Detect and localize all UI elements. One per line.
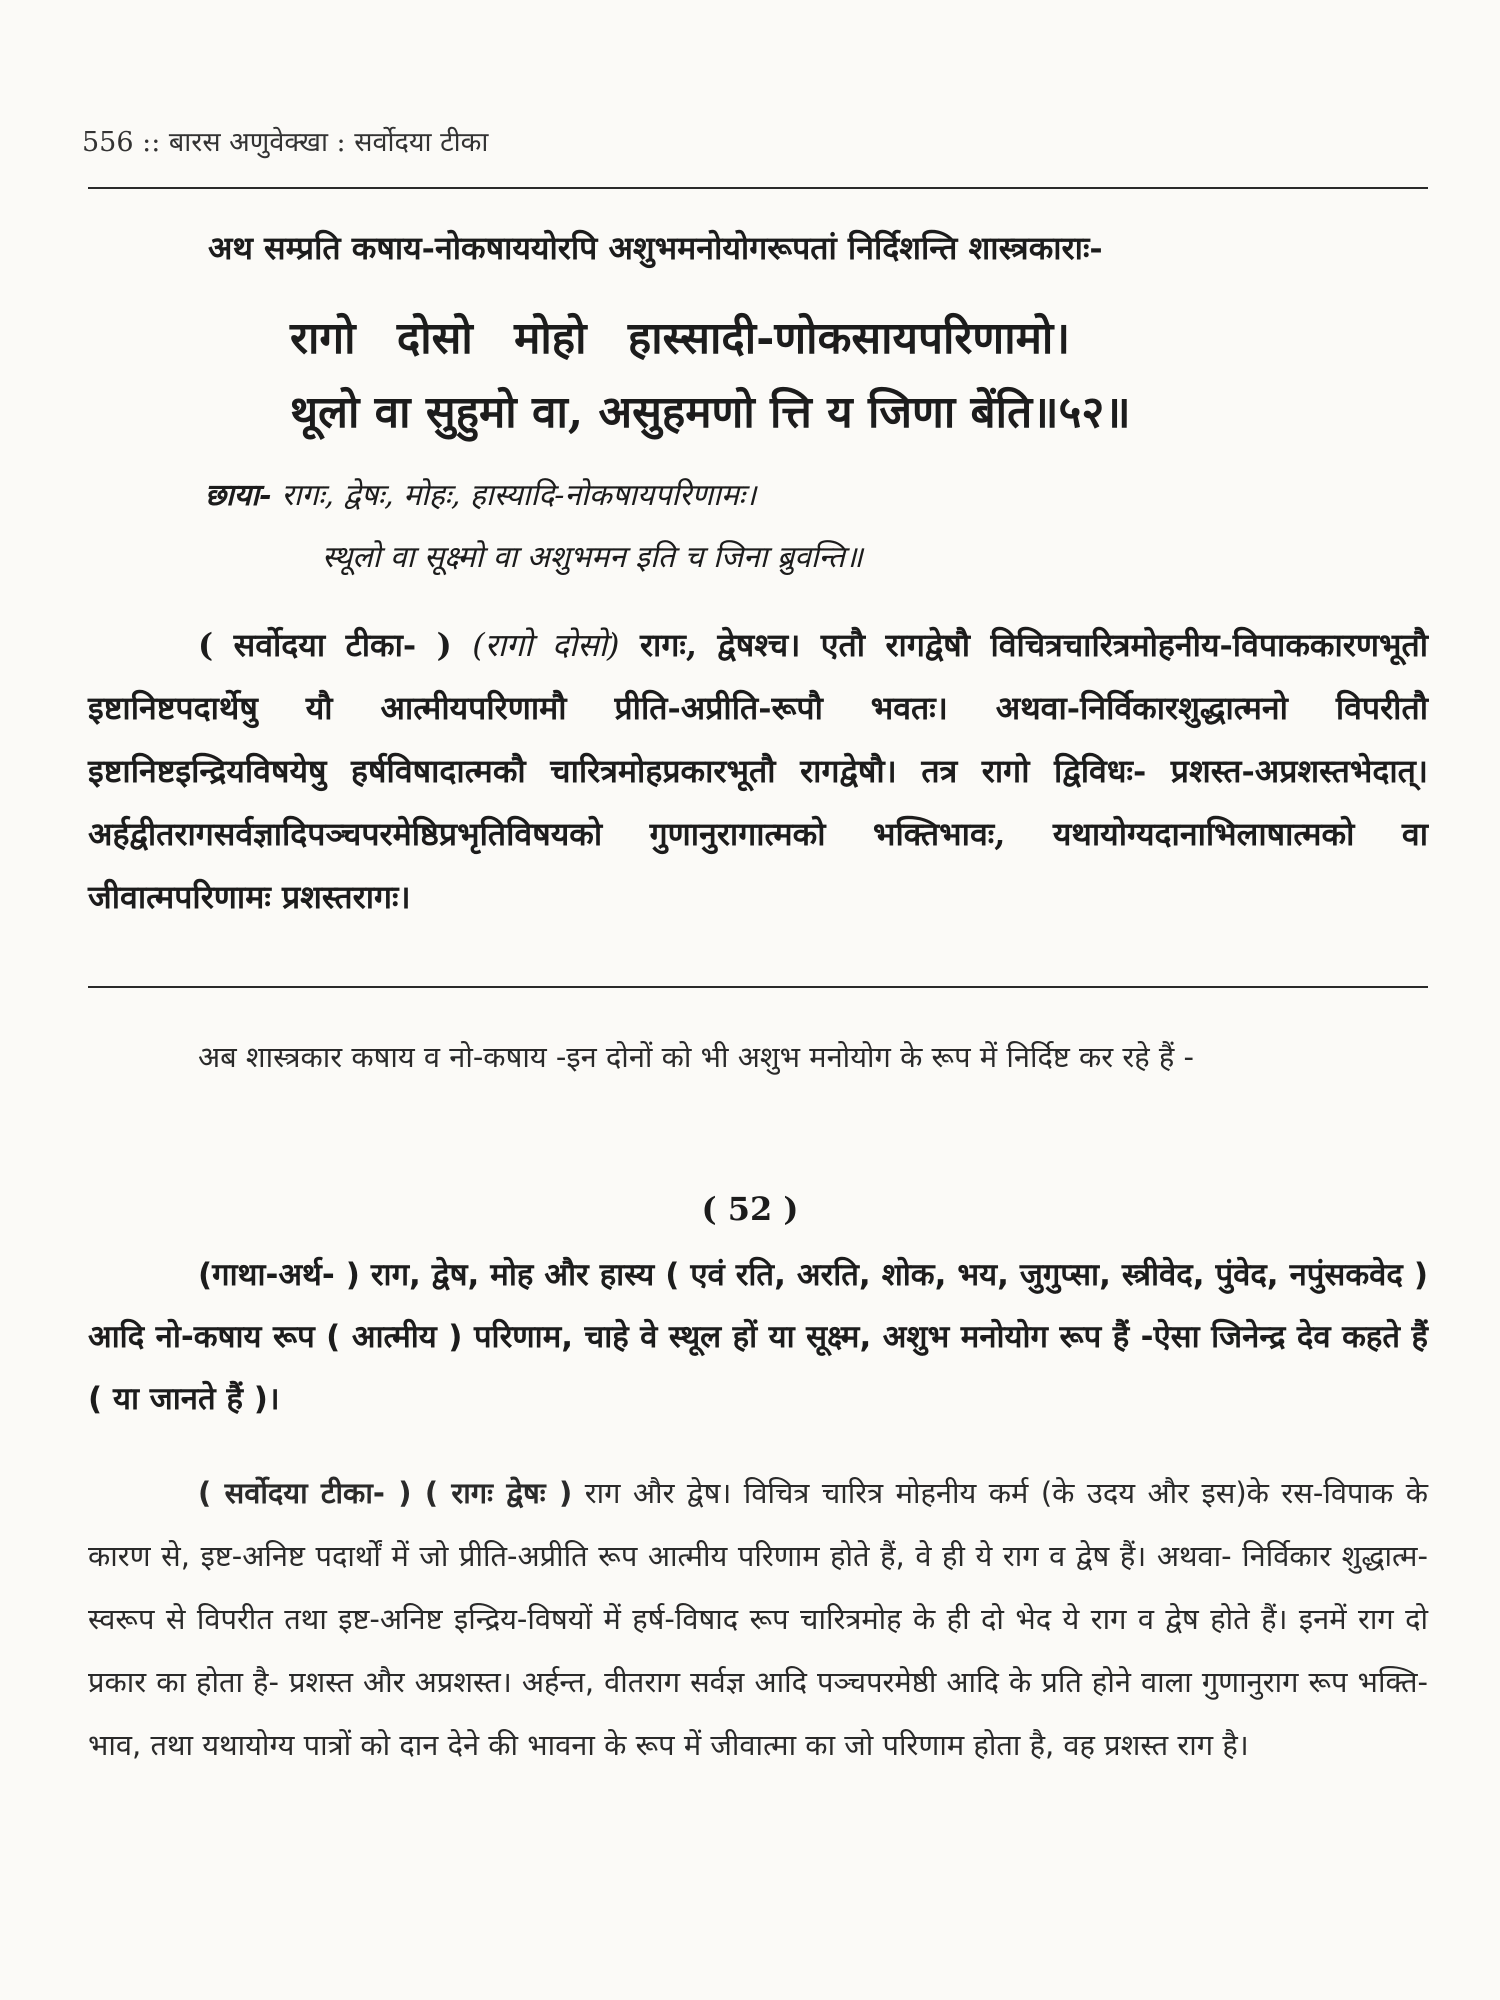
chhaya-line-2: स्थूलो वा सूक्ष्मो वा अशुभमन इति च जिना ब्रुवन्ति॥ <box>322 540 863 575</box>
running-head: 556 :: बारस अणुवेक्खा : सर्वोदया टीका <box>82 127 489 158</box>
header-rule <box>88 187 1428 189</box>
sanskrit-intro: अथ सम्प्रति कषाय-नोकषाययोरपि अशुभमनोयोगरूपतां निर्दिशन्ति शास्त्रकाराः- <box>208 229 1103 267</box>
sanskrit-tika-label: ( सर्वोदया टीका- ) <box>198 626 452 664</box>
chhaya-line-1 <box>205 473 1305 514</box>
sanskrit-commentary <box>88 614 1428 929</box>
sanskrit-tika-text: रागः, द्वेषश्च। एतौ रागद्वेषौ विचित्रचारित्रमोहनीय-विपाककारणभूतौ इष्टानिष्टपदार्थेषु यौ आत्मीयपरिणामौ प्रीति-अप्रीति-रूपौ भवतः। अथवा-निर्विकारशुद्धात्मनो विपरीतौ इष्टानिष्टइन्द्रियविषयेषु हर्षविषादात्मकौ चारित्रमोहप्रकारभूतौ रागद्वेषौ। तत्र रागो द्विविधः- प्रशस्त-अप्रशस्तभेदात्। अर्हद्वीतरागसर्वज्ञादिपञ्चपरमेष्ठिप्रभृतिविषयको गुणानुरागात्मको भक्तिभावः, यथायोग्यदानाभिलाषात्मको वा जीवात्मपरिणामः प्रशस्तरागः। <box>88 626 1429 916</box>
verse-number: ( 52 ) <box>701 1190 799 1228</box>
chhaya-text-1: रागः, द्वेषः, मोहः, हास्यादि-नोकषायपरिणामः। <box>281 478 757 513</box>
chhaya-label: छाया- <box>205 478 272 513</box>
gatha-meaning <box>88 1244 1428 1430</box>
hindi-commentary <box>88 1462 1428 1777</box>
hindi-tika-label: ( सर्वोदया टीका- ) ( रागः द्वेषः ) <box>198 1476 573 1510</box>
verse-line-1: रागो दोसो मोहो हास्सादी-णोकसायपरिणामो। <box>290 313 1070 364</box>
gatha-label: (गाथा-अर्थ- ) <box>198 1257 360 1293</box>
hindi-intro: अब शास्त्रकार कषाय व नो-कषाय -इन दोनों को भी अशुभ मनोयोग के रूप में निर्दिष्ट कर रहे हैं - <box>198 1040 1194 1074</box>
section-rule <box>88 986 1428 988</box>
verse-line-2: थूलो वा सुहुमो वा, असुहमणो त्ति य जिणा बेंति॥५२॥ <box>290 387 1131 438</box>
sanskrit-tika-quote: (रागो दोसो) <box>472 626 620 664</box>
hindi-tika-text: राग और द्वेष। विचित्र चारित्र मोहनीय कर्म (के उदय और इस)के रस-विपाक के कारण से, इष्ट-अनिष्ट पदार्थों में जो प्रीति-अप्रीति रूप आत्मीय परिणाम होते हैं, वे ही ये राग व द्वेष हैं। अथवा- निर्विकार शुद्धात्म-स्वरूप से विपरीत तथा इष्ट-अनिष्ट इन्द्रिय-विषयों में हर्ष-विषाद रूप चारित्रमोह के ही दो भेद ये राग व द्वेष होते हैं। इनमें राग दो प्रकार का होता है- प्रशस्त और अप्रशस्त। अर्हन्त, वीतराग सर्वज्ञ आदि पञ्चपरमेष्ठी आदि के प्रति होने वाला गुणानुराग रूप भक्ति-भाव, तथा यथायोग्य पात्रों को दान देने की भावना के रूप में जीवात्मा का जो परिणाम होता है, वह प्रशस्त राग है। <box>88 1476 1428 1762</box>
gatha-text: राग, द्वेष, मोह और हास्य ( एवं रति, अरति, शोक, भय, जुगुप्सा, स्त्रीवेद, पुंवेद, नपुंसकवेद ) आदि नो-कषाय रूप ( आत्मीय ) परिणाम, चाहे वे स्थूल हों या सूक्ष्म, अशुभ मनोयोग रूप हैं -ऐसा जिनेन्द्र देव कहते हैं ( या जानते हैं )। <box>88 1257 1428 1417</box>
